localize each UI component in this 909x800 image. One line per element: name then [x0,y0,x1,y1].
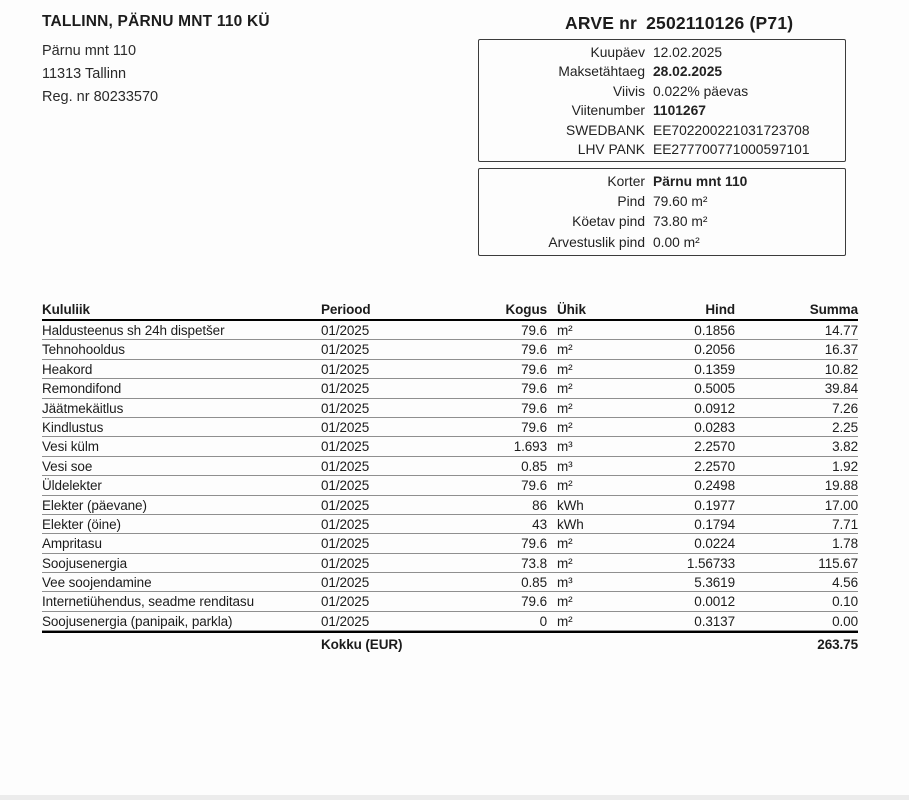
payment-info-label: LHV PANK [577,142,645,158]
table-cell: 79.6 [521,400,547,416]
invoice-title-label: ARVE nr [565,13,638,33]
table-cell: Jäätmekäitlus [42,400,124,416]
table-cell: Haldusteenus sh 24h dispetšer [42,323,225,338]
table-cell: 79.6 [521,594,547,610]
table-row [42,573,858,592]
table-row [42,612,858,631]
table-cell: m² [557,419,573,435]
seller-reg-number: Reg. nr 80233570 [42,89,159,105]
payment-info-value: EE702200221031723708 [653,122,810,138]
table-cell: 0 [539,613,547,629]
seller-address-city: 11313 Tallinn [42,66,127,82]
table-cell: 10.82 [824,361,858,377]
table-cell: m² [557,361,573,377]
table-cell: 19.88 [824,478,858,494]
table-cell: 01/2025 [321,555,370,571]
table-cell: 0.1977 [694,497,735,513]
table-cell: 79.6 [521,361,547,377]
table-cell: 01/2025 [321,439,370,455]
table-cell: 0.0224 [694,536,735,552]
payment-info-row [485,62,837,81]
table-cell: m² [557,478,573,494]
table-row [42,476,858,495]
table-footer-row [42,631,858,656]
payment-info-value: EE277700771000597101 [653,142,810,158]
payment-info-label: Viitenumber [571,103,645,119]
table-cell: 2.25 [832,419,858,435]
table-cell: 0.2498 [694,478,735,494]
property-info-value: 73.80 m² [653,214,708,230]
table-cell: m² [557,555,573,571]
table-cell: m² [557,381,573,397]
table-cell: 01/2025 [321,458,370,474]
table-row [42,554,858,573]
table-row [42,399,858,418]
table-cell: 01/2025 [321,575,370,591]
table-cell: 7.26 [832,400,858,416]
table-cell: 79.6 [521,342,547,358]
table-cell: 0.2056 [694,342,735,358]
payment-info-value: 12.02.2025 [653,45,723,60]
table-cell: Soojusenergia [42,555,128,571]
column-header: Hind [705,302,735,317]
table-cell: 0.10 [832,594,858,610]
payment-info-box [478,39,846,162]
payment-info-row [485,101,837,120]
table-row [42,515,858,534]
table-cell: 0.85 [521,458,547,474]
table-cell: m³ [557,458,573,474]
property-info-row [485,233,837,253]
property-info-value: 79.60 m² [653,194,708,210]
payment-info-row [485,121,837,140]
table-cell: 4.56 [832,575,858,591]
column-header: Periood [321,302,371,317]
table-cell: 7.71 [832,516,858,532]
column-header: Kululiik [42,302,90,317]
payment-info-row [485,43,837,62]
table-cell: 17.00 [824,497,858,513]
payment-info-value: 0.022% päevas [653,83,749,99]
table-cell: 2.2570 [694,439,735,455]
table-cell: Elekter (öine) [42,516,121,532]
table-cell: 01/2025 [321,342,370,358]
table-row [42,379,858,398]
payment-info-value: 28.02.2025 [653,64,723,80]
table-cell: 0.0283 [694,419,735,435]
property-info-label: Arvestuslik pind [548,234,645,250]
table-cell: Vesi külm [42,439,99,455]
table-cell: 01/2025 [321,516,370,532]
table-cell: 5.3619 [694,575,735,591]
table-row [42,457,858,476]
table-cell: 79.6 [521,381,547,397]
table-cell: Internetiühendus, seadme renditasu [42,594,254,610]
table-cell: 3.82 [832,439,858,455]
table-row [42,360,858,379]
seller-address-street: Pärnu mnt 110 [42,43,137,59]
table-row [42,340,858,359]
property-info-label: Köetav pind [572,214,645,230]
property-info-row [485,212,837,232]
table-cell: Elekter (päevane) [42,497,147,513]
table-cell: 79.6 [521,323,547,338]
table-cell: m² [557,400,573,416]
table-cell: Üldelekter [42,478,102,494]
table-cell: 01/2025 [321,419,370,435]
table-cell: m² [557,323,573,338]
table-row [42,418,858,437]
table-cell: 1.78 [832,536,858,552]
table-row [42,534,858,553]
property-info-label: Pind [617,194,645,210]
table-row [42,321,858,340]
property-info-value: 0.00 m² [653,234,700,250]
table-row [42,496,858,515]
table-cell: 01/2025 [321,400,370,416]
property-info-value: Pärnu mnt 110 [653,174,748,189]
payment-info-label: SWEDBANK [566,122,645,138]
total-value: 263.75 [817,637,858,653]
table-cell: 0.85 [521,575,547,591]
invoice-number: 2502110126 (P71) [646,13,794,33]
table-cell: 0.3137 [694,613,735,629]
table-cell: 115.67 [818,555,858,571]
table-cell: Vee soojendamine [42,575,152,591]
table-cell: kWh [557,497,584,513]
cost-table [42,302,858,656]
table-cell: m³ [557,439,573,455]
scan-edge-artifact [0,795,909,800]
table-cell: kWh [557,516,584,532]
table-cell: 01/2025 [321,361,370,377]
table-cell: 79.6 [521,419,547,435]
table-cell: 14.77 [824,323,858,338]
seller-name: TALLINN, PÄRNU MNT 110 KÜ [42,13,270,30]
table-cell: 01/2025 [321,497,370,513]
table-cell: 0.5005 [694,381,735,397]
payment-info-label: Kuupäev [590,45,645,60]
table-cell: 43 [532,516,547,532]
property-info-label: Korter [607,174,645,189]
table-cell: 0.1856 [694,323,735,338]
property-info-row [485,192,837,212]
payment-info-row [485,140,837,159]
table-cell: 01/2025 [321,478,370,494]
table-cell: 2.2570 [694,458,735,474]
table-cell: Vesi soe [42,458,93,474]
table-cell: 1.92 [832,458,858,474]
table-cell: 1.56733 [686,555,735,571]
table-cell: Tehnohooldus [42,342,125,358]
table-cell: 01/2025 [321,536,370,552]
table-cell: 1.693 [513,439,547,455]
table-cell: 0.1794 [694,516,735,532]
property-info-box [478,168,846,256]
seller-block [42,13,270,109]
table-cell: m³ [557,575,573,591]
table-cell: 01/2025 [321,381,370,397]
total-label: Kokku (EUR) [321,637,403,653]
table-cell: 01/2025 [321,594,370,610]
table-cell: Heakord [42,361,93,377]
payment-info-label: Viivis [613,83,645,99]
table-row [42,592,858,611]
table-cell: m² [557,342,573,358]
table-cell: 0.0012 [694,594,735,610]
table-cell: Kindlustus [42,419,104,435]
table-cell: Remondifond [42,381,122,397]
column-header: Ühik [557,302,586,317]
payment-info-value: 1101267 [653,103,706,119]
table-header-row [42,302,858,321]
table-cell: 0.00 [832,613,858,629]
payment-info-row [485,82,837,101]
column-header: Summa [809,302,858,317]
table-cell: m² [557,594,573,610]
table-cell: 79.6 [521,536,547,552]
table-row [42,437,858,456]
table-cell: 0.0912 [694,400,735,416]
table-cell: 01/2025 [321,323,370,338]
table-cell: 16.37 [824,342,858,358]
payment-info-label: Maksetähtaeg [558,64,645,80]
table-cell: 01/2025 [321,613,370,629]
column-header: Kogus [505,302,547,317]
table-cell: 86 [532,497,547,513]
table-cell: 73.8 [521,555,547,571]
table-cell: 79.6 [521,478,547,494]
table-cell: 39.84 [824,381,858,397]
table-cell: 0.1359 [694,361,735,377]
table-cell: m² [557,536,573,552]
property-info-row [485,172,837,192]
table-cell: m² [557,613,573,629]
invoice-title [565,13,793,34]
table-cell: Ampritasu [42,536,102,552]
table-cell: Soojusenergia (panipaik, parkla) [42,613,233,629]
